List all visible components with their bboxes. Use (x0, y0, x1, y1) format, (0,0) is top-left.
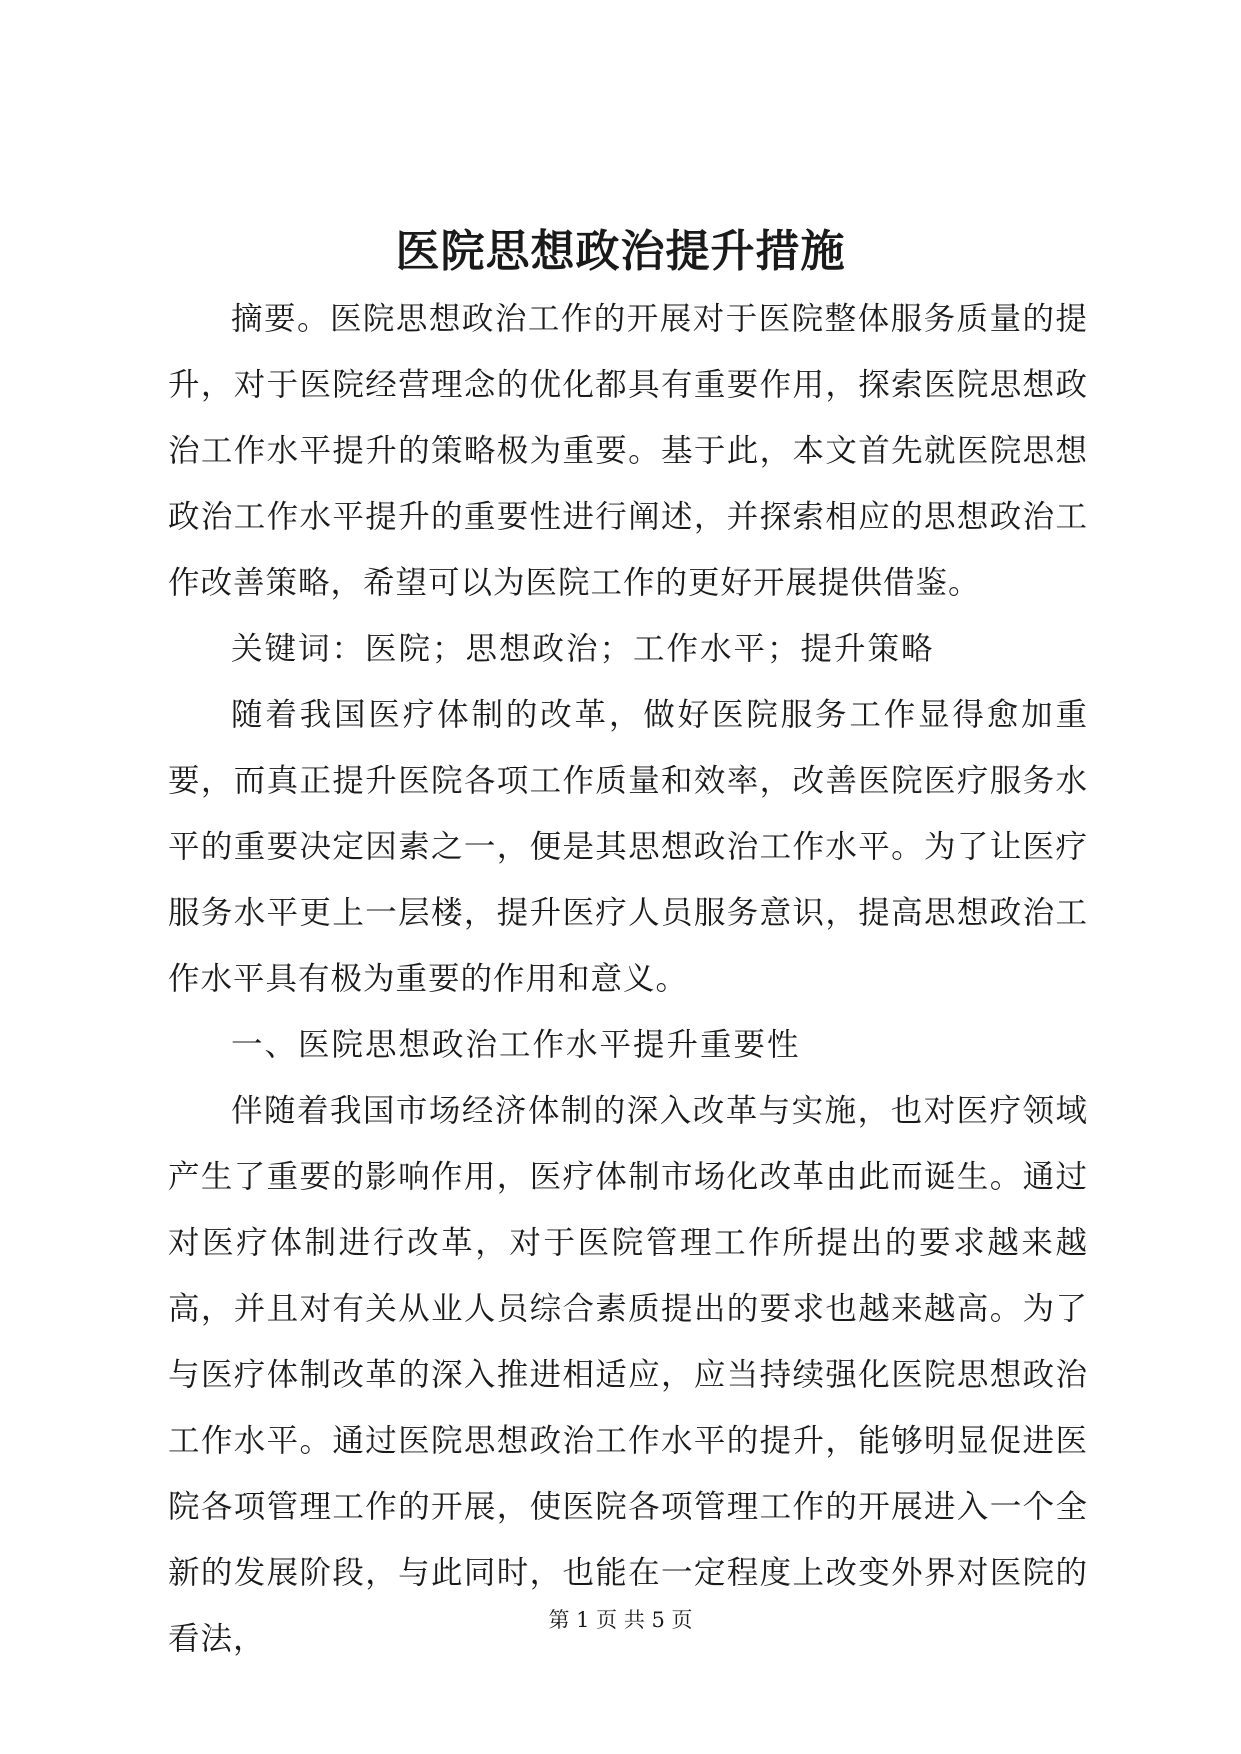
keywords-paragraph: 关键词：医院；思想政治；工作水平；提升策略 (231, 631, 935, 667)
page-footer: 第 1 页 共 5 页 (548, 1608, 693, 1632)
section-heading: 一、医院思想政治工作水平提升重要性 (231, 1027, 801, 1063)
abstract-paragraph: 摘要。医院思想政治工作的开展对于医院整体服务质量的提升，对于医院经营理念的优化都具有重要作用，探索医院思想政治工作水平提升的策略极为重要。基于此，本文首先就医院思想政治工作水平提升的重要性进行阐述，并探索相应的思想政治工作改善策略，希望可以为医院工作的更好开展提供借鉴。 (168, 301, 1088, 601)
document-body (168, 286, 1088, 1672)
document-title: 医院思想政治提升措施 (395, 226, 846, 277)
section-paragraph: 伴随着我国市场经济体制的深入改革与实施，也对医疗领域产生了重要的影响作用，医疗体制市场化改革由此而诞生。通过对医疗体制进行改革，对于医院管理工作所提出的要求越来越高，并且对有关从业人员综合素质提出的要求也越来越高。为了与医疗体制改革的深入推进相适应，应当持续强化医院思想政治工作水平。通过医院思想政治工作水平的提升，能够明显促进医院各项管理工作的开展，使医院各项管理工作的开展进入一个全新的发展阶段，与此同时，也能在一定程度上改变外界对医院的看法， (168, 1093, 1088, 1657)
intro-paragraph: 随着我国医疗体制的改革，做好医院服务工作显得愈加重要，而真正提升医院各项工作质量和效率，改善医院医疗服务水平的重要决定因素之一，便是其思想政治工作水平。为了让医疗服务水平更上一层楼，提升医疗人员服务意识，提高思想政治工作水平具有极为重要的作用和意义。 (168, 697, 1088, 997)
